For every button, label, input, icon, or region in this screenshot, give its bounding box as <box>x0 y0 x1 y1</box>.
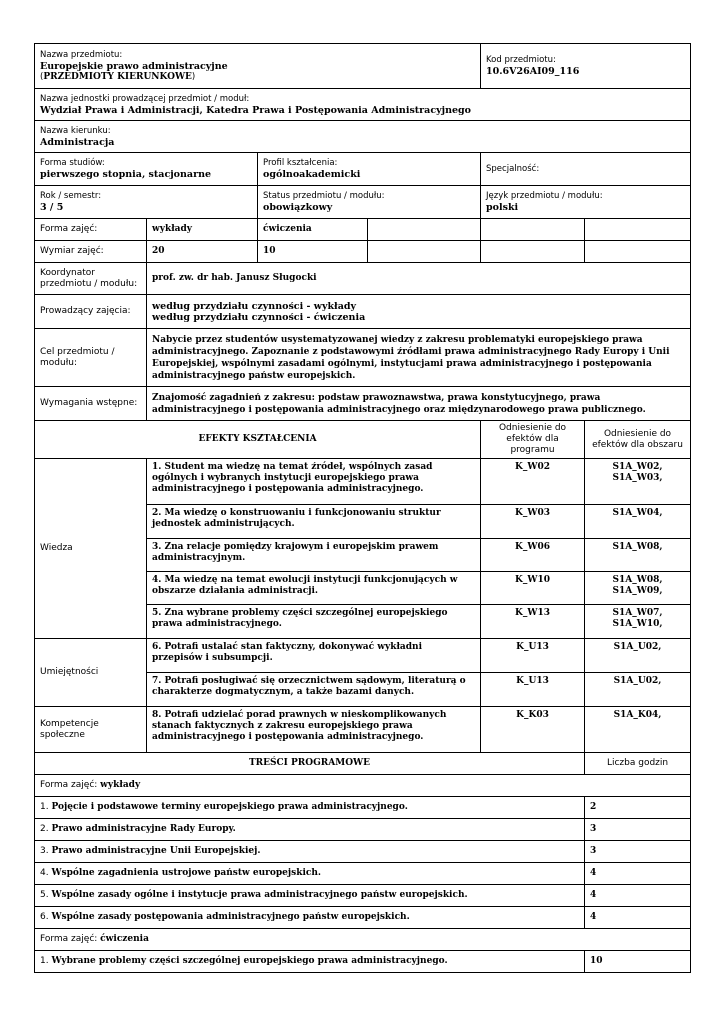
requirements-label: Wymagania wstępne: <box>35 387 147 421</box>
class-form-empty-3 <box>585 219 691 241</box>
effect-program-code: K_W02 <box>481 459 585 505</box>
coordinator-value: prof. zw. dr hab. Janusz Sługocki <box>147 263 691 295</box>
effect-area-code: S1A_W07, <box>612 608 663 618</box>
effect-text: 2. Ma wiedzę o konstruowaniu i funkcjonowaniu struktur jednostek administrujących. <box>147 505 481 539</box>
effects-header: EFEKTY KSZTAŁCENIA <box>35 421 481 459</box>
topic-cell <box>35 819 585 841</box>
study-form-label: Forma studiów: <box>40 158 105 168</box>
field-row <box>35 121 691 153</box>
unit-value: Wydział Prawa i Administracji, Katedra Prawa i Postępowania Administracyjnego <box>40 104 472 116</box>
effect-area-code: S1A_K04, <box>613 710 662 720</box>
status-cell <box>258 186 481 219</box>
subject-code-label: Kod przedmiotu: <box>486 55 556 65</box>
class-form-row <box>35 219 691 241</box>
teachers-cell <box>147 295 691 329</box>
class-hours-row <box>35 241 691 263</box>
topic-hours: 3 <box>585 841 691 863</box>
topic-number: 4. <box>40 868 52 878</box>
study-row <box>35 153 691 186</box>
effect-program-code: K_W10 <box>481 572 585 605</box>
unit-cell <box>35 89 691 121</box>
effect-text: 5. Zna wybrane problemy części szczególnej europejskiego prawa administracyjnego. <box>147 605 481 639</box>
lecture-form-row <box>35 775 691 797</box>
study-form-cell <box>35 153 258 186</box>
effect-area-code: S1A_W10, <box>612 619 663 629</box>
profile-label: Profil kształcenia: <box>263 158 338 168</box>
topic-hours: 4 <box>585 885 691 907</box>
effect-program-code: K_W13 <box>481 605 585 639</box>
field-label: Nazwa kierunku: <box>40 125 111 136</box>
topic-hours: 3 <box>585 819 691 841</box>
requirements-row <box>35 387 691 421</box>
effect-program-code: K_U13 <box>481 673 585 707</box>
effect-program-code: K_W03 <box>481 505 585 539</box>
effect-area-codes <box>585 572 691 605</box>
year-cell <box>35 186 258 219</box>
effect-area-codes <box>585 707 691 753</box>
effect-area-codes <box>585 505 691 539</box>
topic-title: Prawo administracyjne Unii Europejskiej. <box>51 846 261 856</box>
class-form-label: Forma zajęć: <box>35 219 147 241</box>
unit-label: Nazwa jednostki prowadzącej przedmiot / moduł: <box>40 93 250 104</box>
topic-hours: 10 <box>585 951 691 973</box>
topic-cell <box>35 841 585 863</box>
class-form-lecture: wykłady <box>147 219 258 241</box>
topic-hours: 4 <box>585 907 691 929</box>
class-hours-empty-3 <box>585 241 691 263</box>
language-cell <box>481 186 691 219</box>
topic-title: Pojęcie i podstawowe terminy europejskiego prawa administracyjnego. <box>51 802 408 812</box>
specialty-cell <box>481 153 691 186</box>
field-cell <box>35 121 691 153</box>
content-header-row <box>35 753 691 775</box>
specialty-label: Specjalność: <box>486 163 540 174</box>
class-hours-label: Wymiar zajęć: <box>35 241 147 263</box>
subject-name: Europejskie prawo administracyjne <box>40 60 228 72</box>
exercise-form-cell <box>35 929 691 951</box>
topic-hours: 2 <box>585 797 691 819</box>
topic-row <box>35 863 691 885</box>
effect-area-code: S1A_W02, <box>612 462 663 472</box>
topic-row <box>35 841 691 863</box>
topic-number: 1. <box>40 802 52 812</box>
category-knowledge: Wiedza <box>35 459 147 639</box>
topic-title: Wspólne zagadnienia ustrojowe państw europejskich. <box>51 868 322 878</box>
topic-title: Prawo administracyjne Rady Europy. <box>51 824 236 834</box>
class-form-empty-2 <box>481 219 585 241</box>
effect-area-code: S1A_W08, <box>612 575 663 585</box>
topic-row <box>35 907 691 929</box>
effect-row <box>35 707 691 753</box>
study-form-value: pierwszego stopnia, stacjonarne <box>40 169 212 180</box>
effect-text: 7. Potrafi posługiwać się orzecznictwem sądowym, literaturą o charakterze dogmatycznym, a także bazami danych. <box>147 673 481 707</box>
effect-area-codes <box>585 605 691 639</box>
year-label: Rok / semestr: <box>40 191 102 201</box>
class-hours-empty-1 <box>368 241 481 263</box>
subject-name-cell <box>35 44 481 89</box>
effect-text: 8. Potrafi udzielać porad prawnych w nieskomplikowanych stanach faktycznych z zakresu europejskiego prawa administracyjnego i postępowania administracyjnego. <box>147 707 481 753</box>
effect-row <box>35 639 691 673</box>
topic-title: Wybrane problemy części szczególnej europejskiego prawa administracyjnego. <box>51 956 448 966</box>
topic-number: 2. <box>40 824 52 834</box>
profile-value: ogólnoakademicki <box>263 169 361 180</box>
effect-program-code: K_W06 <box>481 539 585 572</box>
effect-text: 4. Ma wiedzę na temat ewolucji instytucji funkcjonujących w obszarze działania administracji. <box>147 572 481 605</box>
effect-area-code: S1A_U02, <box>613 642 662 652</box>
effect-area-code: S1A_W04, <box>612 508 663 518</box>
requirements-value: Znajomość zagadnień z zakresu: podstaw prawoznawstwa, prawa konstytucyjnego, prawa administracyjnego i postępowania administracyjnego oraz międzynarodowego prawa publicznego. <box>147 387 691 421</box>
class-hours-lecture: 20 <box>147 241 258 263</box>
topic-number: 5. <box>40 890 52 900</box>
effect-area-code: S1A_W09, <box>612 586 663 596</box>
effect-area-codes <box>585 459 691 505</box>
topic-cell <box>35 907 585 929</box>
year-row <box>35 186 691 219</box>
effect-area-codes <box>585 673 691 707</box>
lecture-form-value: wykłady <box>100 780 141 790</box>
class-hours-exercise: 10 <box>258 241 368 263</box>
effect-row <box>35 459 691 505</box>
effect-program-code: K_K03 <box>481 707 585 753</box>
effect-text: 6. Potrafi ustalać stan faktyczny, dokonywać wykładni przepisów i subsumpcji. <box>147 639 481 673</box>
effects-header-row <box>35 421 691 459</box>
topic-cell <box>35 885 585 907</box>
language-label: Język przedmiotu / modułu: <box>486 191 603 201</box>
subject-row <box>35 44 691 89</box>
topic-cell <box>35 797 585 819</box>
topic-row <box>35 951 691 973</box>
subject-code: 10.6V26AI09_116 <box>486 66 580 77</box>
effect-area-code: S1A_U02, <box>613 676 662 686</box>
topic-row <box>35 885 691 907</box>
program-ref-header: Odniesienie do efektów dla programu <box>481 421 585 459</box>
topic-row <box>35 797 691 819</box>
teachers-line-1: według przydziału czynności - wykłady <box>152 300 357 312</box>
topic-hours: 4 <box>585 863 691 885</box>
topic-cell <box>35 863 585 885</box>
language-value: polski <box>486 202 519 213</box>
topic-number: 6. <box>40 912 52 922</box>
exercise-form-value: ćwiczenia <box>100 934 149 944</box>
effect-area-codes <box>585 539 691 572</box>
topic-number: 1. <box>40 956 52 966</box>
class-form-exercise: ćwiczenia <box>258 219 368 241</box>
coordinator-row <box>35 263 691 295</box>
topic-number: 3. <box>40 846 52 856</box>
topic-title: Wspólne zasady postępowania administracyjnego państw europejskich. <box>51 912 410 922</box>
syllabus-table <box>34 43 691 973</box>
group-open: ( <box>40 71 44 82</box>
topic-cell <box>35 951 585 973</box>
status-label: Status przedmiotu / modułu: <box>263 191 385 201</box>
effect-area-code: S1A_W08, <box>612 542 663 552</box>
effect-area-code: S1A_W03, <box>612 473 663 483</box>
topic-row <box>35 819 691 841</box>
exercise-form-row <box>35 929 691 951</box>
subject-name-label: Nazwa przedmiotu: <box>40 49 123 60</box>
content-header: TREŚCI PROGRAMOWE <box>35 753 585 775</box>
teachers-line-2: według przydziału czynności - ćwiczenia <box>152 311 366 323</box>
unit-row <box>35 89 691 121</box>
exercise-form-prefix: Forma zajęć: <box>40 934 101 944</box>
effect-program-code: K_U13 <box>481 639 585 673</box>
goal-value: Nabycie przez studentów usystematyzowanej wiedzy z zakresu problematyki europejskiego prawa administracyjnego. Zapoznanie z podstawowymi źródłami prawa administracyjnego Rady Europy i Unii Europejskiej, wspólnymi zasadami ogólnymi, instytucjami prawa administracyjnego i postępowania administracyjnego państw europejskich. <box>147 329 691 387</box>
teachers-label: Prowadzący zajęcia: <box>35 295 147 329</box>
category-skills: Umiejętności <box>35 639 147 707</box>
hours-header: Liczba godzin <box>585 753 691 775</box>
subject-group: PRZEDMIOTY KIERUNKOWE <box>43 71 192 82</box>
lecture-form-prefix: Forma zajęć: <box>40 780 101 790</box>
class-hours-empty-2 <box>481 241 585 263</box>
profile-cell <box>258 153 481 186</box>
category-social: Kompetencje społeczne <box>35 707 147 753</box>
year-value: 3 / 5 <box>40 202 64 213</box>
lecture-form-cell <box>35 775 691 797</box>
topic-title: Wspólne zasady ogólne i instytucje prawa administracyjnego państw europejskich. <box>51 890 468 900</box>
coordinator-label: Koordynator przedmiotu / modułu: <box>35 263 147 295</box>
goal-label: Cel przedmiotu / modułu: <box>35 329 147 387</box>
area-ref-header: Odniesienie do efektów dla obszaru <box>585 421 691 459</box>
class-form-empty-1 <box>368 219 481 241</box>
group-close: ) <box>191 71 196 82</box>
effect-area-codes <box>585 639 691 673</box>
subject-code-cell <box>481 44 691 89</box>
status-value: obowiązkowy <box>263 202 333 213</box>
goal-row <box>35 329 691 387</box>
effect-text: 3. Zna relacje pomiędzy krajowym i europejskim prawem administracyjnym. <box>147 539 481 572</box>
effect-text: 1. Student ma wiedzę na temat źródeł, wspólnych zasad ogólnych i wybranych instytucji europejskiego prawa administracyjnego i postępowania administracyjnego. <box>147 459 481 505</box>
teachers-row <box>35 295 691 329</box>
field-value: Administracja <box>40 136 115 148</box>
